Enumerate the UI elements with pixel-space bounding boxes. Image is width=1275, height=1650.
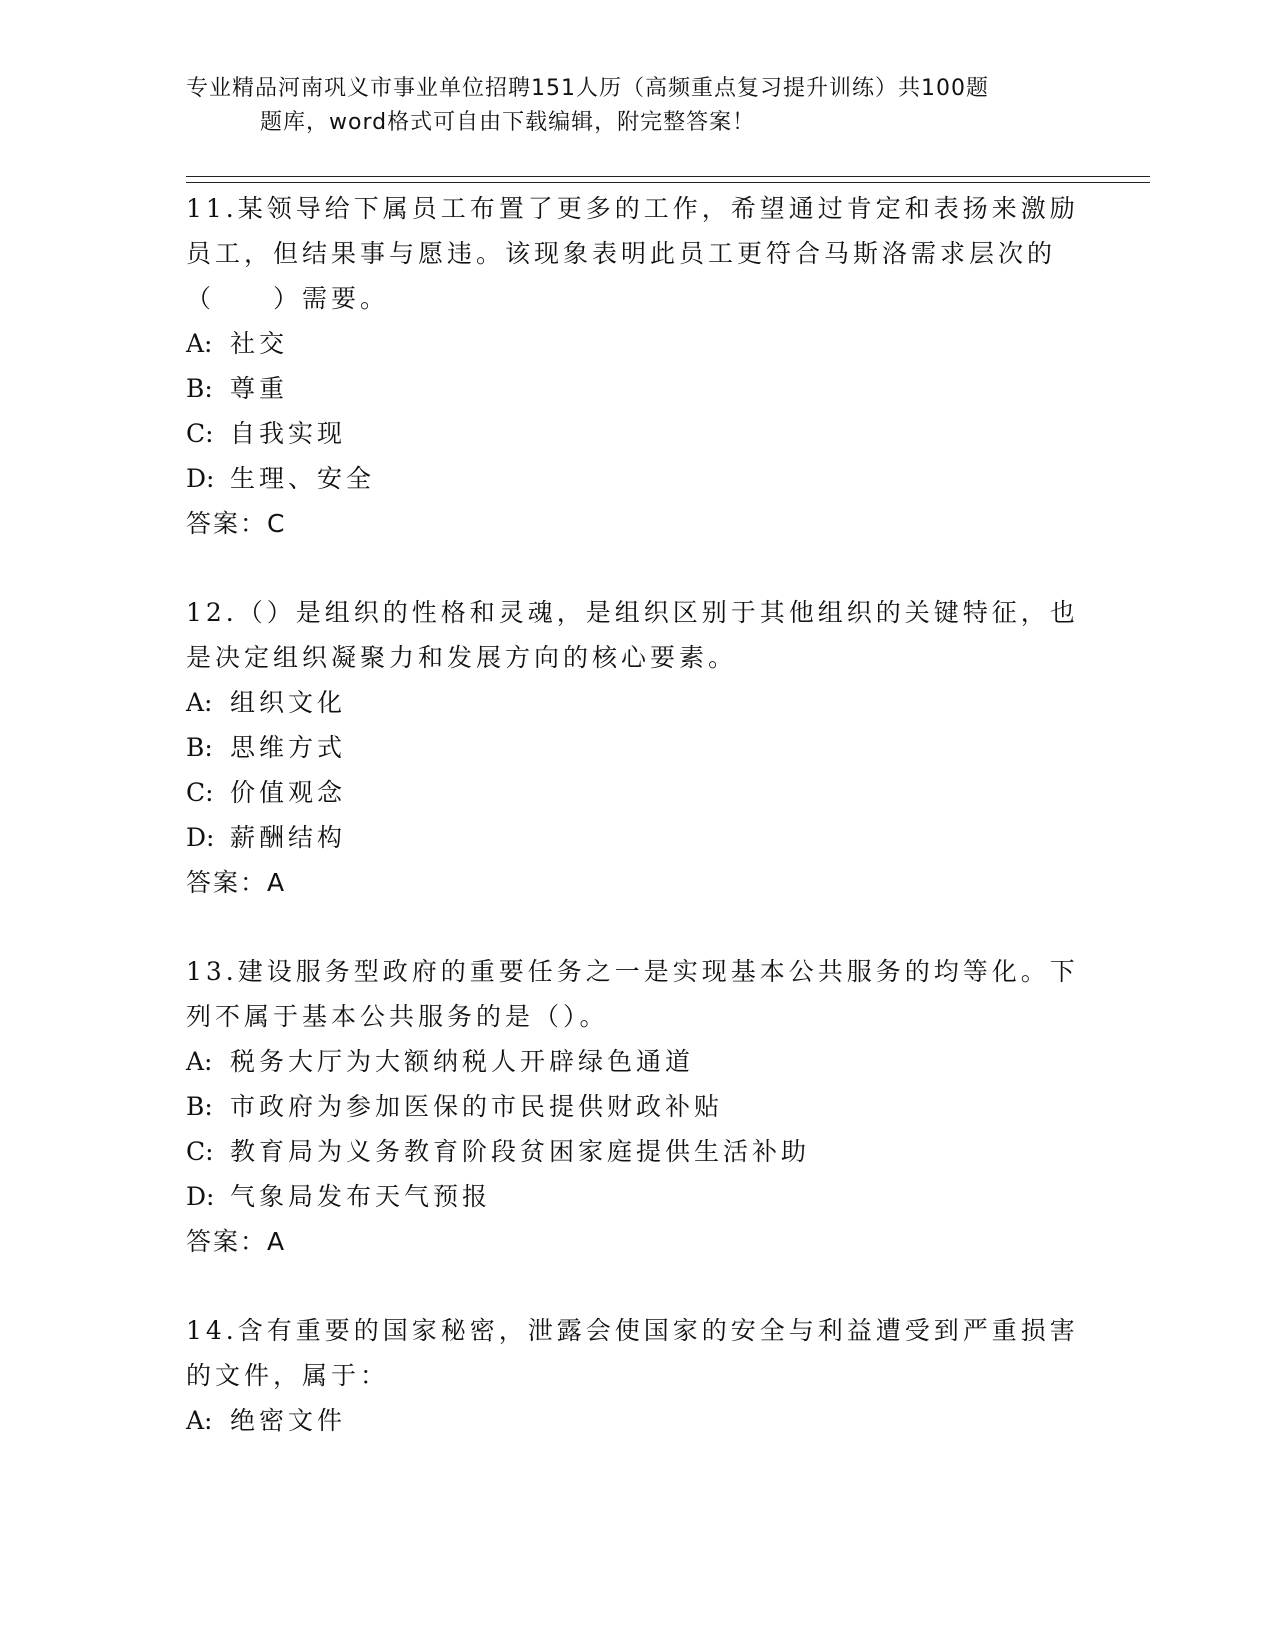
option-letter: C:	[186, 778, 214, 807]
option-d	[186, 815, 1086, 860]
question-14	[186, 1308, 1086, 1443]
option-letter: A:	[186, 329, 213, 358]
option-text: 尊重	[230, 374, 289, 403]
document-header	[186, 72, 1086, 140]
question-stem: 14.含有重要的国家秘密，泄露会使国家的安全与利益遭受到严重损害的文件，属于：	[186, 1316, 1079, 1390]
option-text: 价值观念	[230, 778, 347, 807]
option-a	[186, 321, 1086, 366]
option-d	[186, 1174, 1086, 1219]
option-b	[186, 1084, 1086, 1129]
header-title-line1: 专业精品河南巩义市事业单位招聘151人历（高频重点复习提升训练）共100题	[186, 76, 989, 101]
header-divider-bottom	[186, 182, 1150, 183]
option-letter: B:	[186, 1092, 213, 1121]
option-letter: C:	[186, 1137, 214, 1166]
option-a	[186, 1039, 1086, 1084]
option-text: 组织文化	[230, 688, 347, 717]
option-letter: A:	[186, 688, 213, 717]
option-c	[186, 411, 1086, 456]
option-letter: D:	[186, 1182, 215, 1211]
question-12	[186, 590, 1086, 905]
option-c	[186, 1129, 1086, 1174]
option-text: 税务大厅为大额纳税人开辟绿色通道	[230, 1047, 695, 1076]
question-11	[186, 186, 1086, 546]
header-title-line2: 题库，word格式可自由下载编辑，附完整答案！	[260, 110, 756, 135]
option-letter: C:	[186, 419, 214, 448]
question-stem: 12.（）是组织的性格和灵魂，是组织区别于其他组织的关键特征，也是决定组织凝聚力和发展方向的核心要素。	[186, 598, 1079, 672]
option-text: 气象局发布天气预报	[230, 1182, 492, 1211]
option-text: 市政府为参加医保的市民提供财政补贴	[230, 1092, 724, 1121]
question-list	[186, 186, 1086, 1487]
option-letter: D:	[186, 823, 215, 852]
option-text: 思维方式	[230, 733, 347, 762]
option-text: 绝密文件	[230, 1406, 347, 1435]
option-letter: B:	[186, 733, 213, 762]
option-text: 社交	[230, 329, 289, 358]
option-text: 生理、安全	[230, 464, 376, 493]
option-c	[186, 770, 1086, 815]
option-letter: A:	[186, 1047, 213, 1076]
option-text: 薪酬结构	[230, 823, 347, 852]
question-stem: 11.某领导给下属员工布置了更多的工作，希望通过肯定和表扬来激励员工，但结果事与愿违。该现象表明此员工更符合马斯洛需求层次的（ ）需要。	[186, 194, 1079, 313]
answer-line: 答案：C	[186, 509, 287, 538]
option-text: 自我实现	[230, 419, 347, 448]
option-b	[186, 725, 1086, 770]
option-letter: A:	[186, 1406, 213, 1435]
option-b	[186, 366, 1086, 411]
option-a	[186, 680, 1086, 725]
header-divider-top	[186, 176, 1150, 177]
question-13	[186, 949, 1086, 1264]
option-a	[186, 1398, 1086, 1443]
option-d	[186, 456, 1086, 501]
option-letter: B:	[186, 374, 213, 403]
answer-line: 答案：A	[186, 868, 287, 897]
option-text: 教育局为义务教育阶段贫困家庭提供生活补助	[230, 1137, 811, 1166]
option-letter: D:	[186, 464, 215, 493]
question-stem: 13.建设服务型政府的重要任务之一是实现基本公共服务的均等化。下列不属于基本公共服务的是（）。	[186, 957, 1079, 1031]
answer-line: 答案：A	[186, 1227, 287, 1256]
